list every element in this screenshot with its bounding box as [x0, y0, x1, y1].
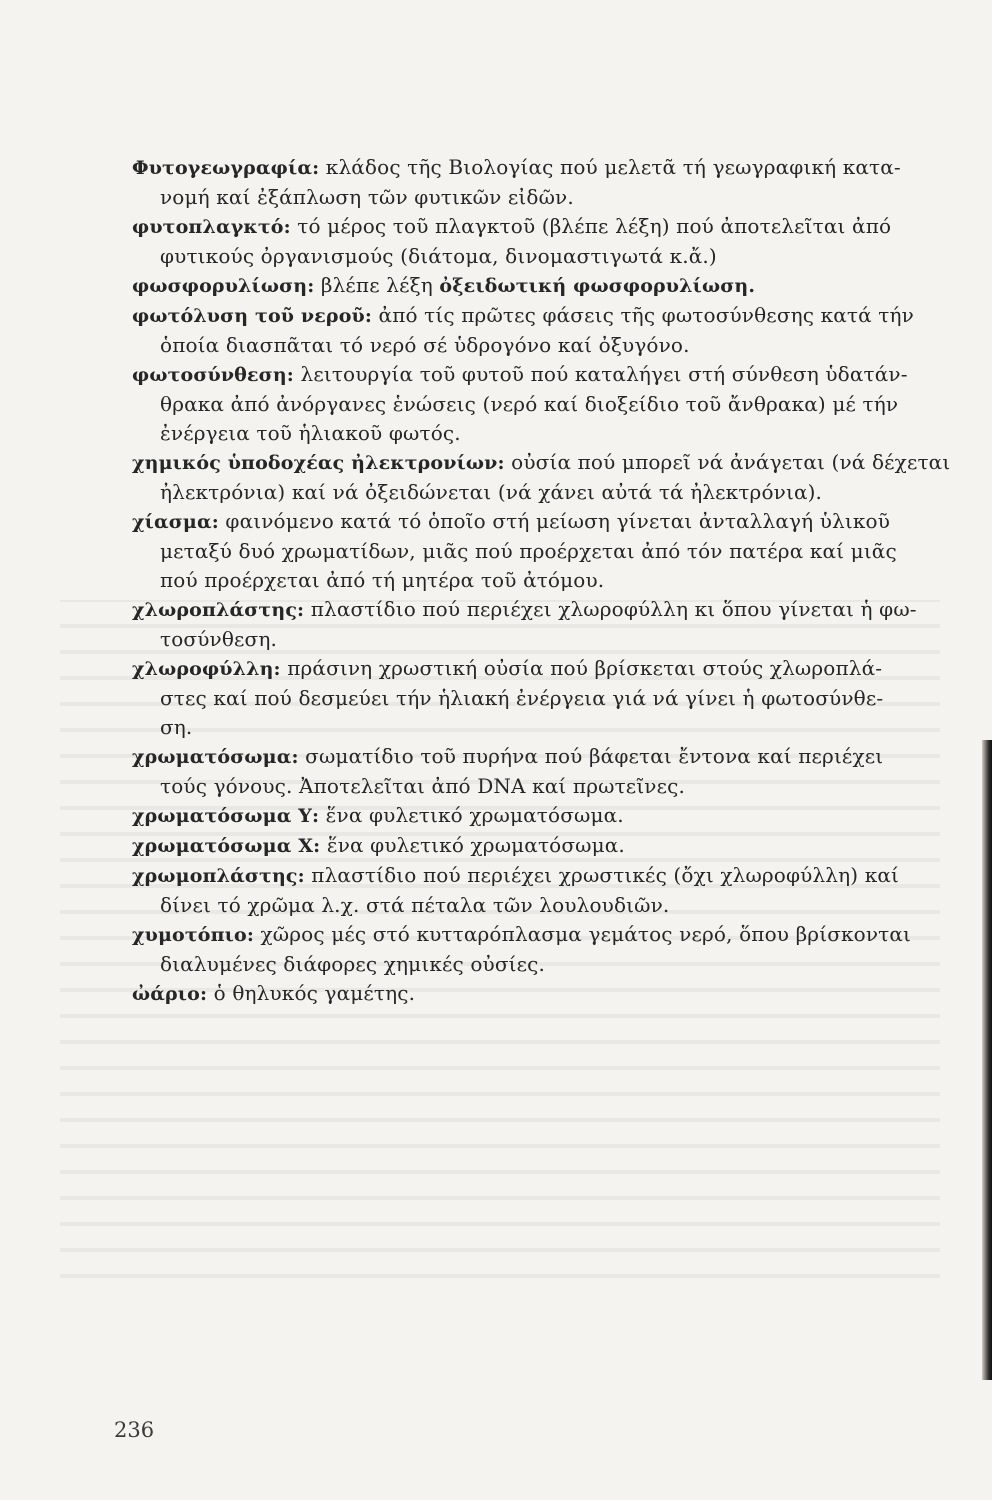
glossary-entry — [132, 301, 932, 360]
glossary-term: χρωματόσωμα Χ: — [132, 835, 321, 857]
definition-continuation: φυτικούς ὀργανισμούς (διάτομα, δινομαστιγωτά κ.ἄ.) — [160, 244, 717, 268]
glossary-term: χλωροφύλλη: — [132, 658, 281, 680]
glossary-term: χυμοτόπιο: — [132, 924, 255, 946]
cross-reference-term: ὀξειδωτική φωσφορυλίωση. — [439, 275, 756, 297]
definition-text: κλάδος τῆς Βιολογίας πού μελετᾶ τή γεωγραφική κατα- — [319, 155, 901, 179]
definition-continuation: ἠλεκτρόνια) καί νά ὀξειδώνεται (νά χάνει αὐτά τά ἠλεκτρόνια). — [160, 480, 823, 504]
glossary-entry — [132, 654, 932, 742]
glossary-entry — [132, 360, 932, 448]
glossary-term: χίασμα: — [132, 511, 219, 533]
definition-text: ὁ θηλυκός γαμέτης. — [207, 981, 416, 1005]
glossary-term: Φυτογεωγραφία: — [132, 157, 320, 179]
glossary-entry — [132, 507, 932, 595]
glossary-term: χλωροπλάστης: — [132, 599, 305, 621]
glossary-list — [132, 153, 951, 1009]
glossary-entry — [132, 979, 932, 1009]
definition-continuation: τούς γόνους. Ἀποτελεῖται ἀπό DNA καί πρωτεῖνες. — [160, 774, 685, 798]
page-edge-shadow — [982, 740, 992, 1380]
glossary-term: φωσφορυλίωση: — [132, 275, 315, 297]
definition-continuation: νομή καί ἐξάπλωση τῶν φυτικῶν εἰδῶν. — [160, 185, 574, 209]
definition-continuation: ὁποία διασπᾶται τό νερό σέ ὑδρογόνο καί ὀξυγόνο. — [160, 333, 690, 357]
definition-text: ἀπό τίς πρῶτες φάσεις τῆς φωτοσύνθεσης κατά τήν — [372, 303, 914, 327]
glossary-term: ὠάριο: — [132, 983, 208, 1005]
definition-text: λειτουργία τοῦ φυτοῦ πού καταλήγει στή σύνθεση ὑδατάν- — [293, 362, 908, 386]
definition-text: βλέπε λέξη — [314, 273, 440, 297]
glossary-term: χρωμοπλάστης: — [132, 865, 305, 887]
definition-continuation: θρακα ἀπό ἀνόργανες ἑνώσεις (νερό καί διοξείδιο τοῦ ἄνθρακα) μέ τήν — [160, 392, 899, 416]
glossary-entry — [132, 861, 932, 920]
definition-text: πλαστίδιο πού περιέχει χλωροφύλλη κι ὅπου γίνεται ἡ φω- — [304, 597, 917, 621]
definition-text: πλαστίδιο πού περιέχει χρωστικές (ὄχι χλωροφύλλη) καί — [304, 863, 900, 887]
definition-text: ἕνα φυλετικό χρωματόσωμα. — [320, 833, 625, 857]
glossary-entry — [132, 448, 951, 507]
glossary-entry — [132, 920, 932, 979]
definition-continuation: πού προέρχεται ἀπό τή μητέρα τοῦ ἀτόμου. — [160, 568, 605, 592]
glossary-entry — [132, 801, 932, 831]
glossary-term: φυτοπλαγκτό: — [132, 216, 291, 238]
definition-continuation: διαλυμένες διάφορες χημικές οὐσίες. — [160, 952, 545, 976]
definition-continuation: ἐνέργεια τοῦ ἡλιακοῦ φωτός. — [160, 421, 461, 445]
glossary-entry — [132, 212, 932, 271]
glossary-entry — [132, 595, 932, 654]
page-number: 236 — [114, 1418, 155, 1442]
glossary-term: φωτοσύνθεση: — [132, 364, 294, 386]
glossary-entry — [132, 742, 932, 801]
glossary-term: χρωματόσωμα: — [132, 746, 299, 768]
definition-continuation: μεταξύ δυό χρωματίδων, μιᾶς πού προέρχεται ἀπό τόν πατέρα καί μιᾶς — [160, 539, 897, 563]
definition-text: πράσινη χρωστική οὐσία πού βρίσκεται στούς χλωροπλά- — [280, 656, 883, 680]
glossary-term: χημικός ὑποδοχέας ἠλεκτρονίων: — [132, 452, 505, 474]
definition-text: τό μέρος τοῦ πλαγκτοῦ (βλέπε λέξη) πού ἀποτελεῖται ἀπό — [290, 214, 892, 238]
definition-text: χῶρος μές στό κυτταρόπλασμα γεμάτος νερό, ὅπου βρίσκονται — [254, 922, 912, 946]
glossary-entry — [132, 831, 932, 861]
glossary-entry — [132, 271, 932, 301]
definition-text: φαινόμενο κατά τό ὁποῖο στή μείωση γίνεται ἀνταλλαγή ὑλικοῦ — [218, 509, 891, 533]
definition-continuation: δίνει τό χρῶμα λ.χ. στά πέταλα τῶν λουλουδιῶν. — [160, 893, 670, 917]
glossary-entry — [132, 153, 932, 212]
definition-continuation: στες καί πού δεσμεύει τήν ἡλιακή ἐνέργεια γιά νά γίνει ἡ φωτοσύνθε- — [160, 686, 884, 710]
definition-continuation: ση. — [160, 715, 193, 739]
definition-text: ἕνα φυλετικό χρωματόσωμα. — [319, 803, 624, 827]
definition-text: σωματίδιο τοῦ πυρήνα πού βάφεται ἔντονα καί περιέχει — [298, 744, 884, 768]
glossary-term: χρωματόσωμα Υ: — [132, 805, 320, 827]
definition-continuation: τοσύνθεση. — [160, 627, 277, 651]
definition-text: οὐσία πού μπορεῖ νά ἀνάγεται (νά δέχεται — [504, 450, 951, 474]
glossary-term: φωτόλυση τοῦ νεροῦ: — [132, 305, 373, 327]
